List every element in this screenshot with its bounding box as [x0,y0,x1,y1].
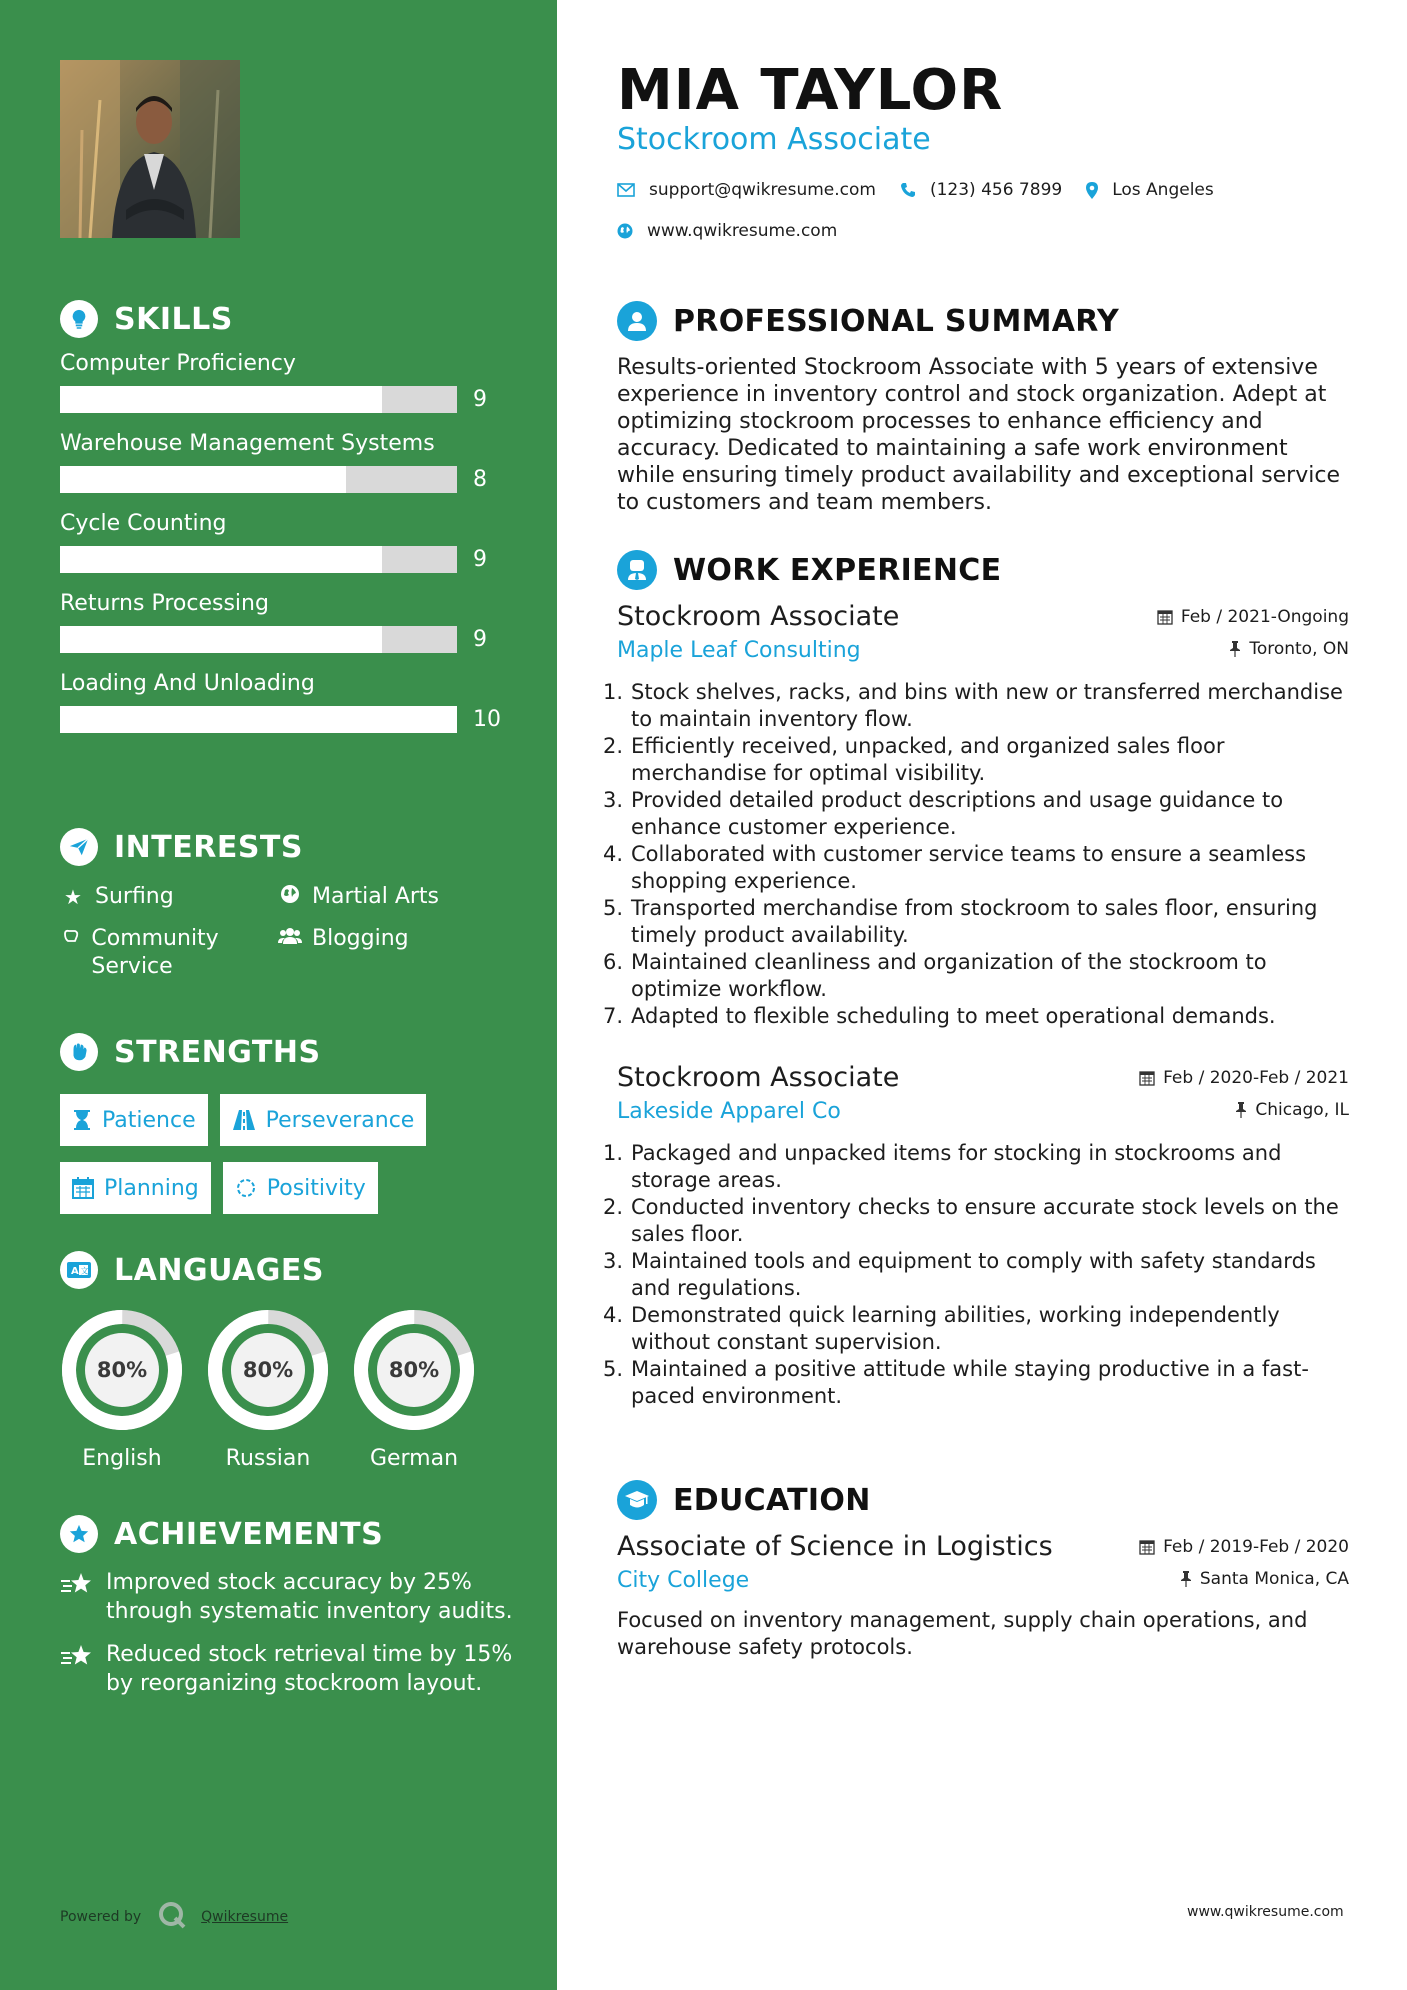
paper-plane-icon [60,828,98,866]
job-bullet [602,1356,1349,1410]
strength-chip [60,1094,208,1146]
bullet-number: 2. [602,1195,623,1219]
skill-bar-row [60,379,520,419]
job-location-text: Toronto, ON [1249,639,1349,659]
language-ring [206,1308,330,1432]
languages-title: LANGUAGES [114,1252,324,1288]
pushpin-icon [1229,641,1241,657]
languages-list [60,1308,520,1471]
globe-icon [617,223,633,239]
achievement-item [60,1640,520,1698]
job-bullets [602,679,1349,1030]
bullet-number: 5. [602,896,623,920]
bullet-number: 4. [602,1303,623,1327]
skill-name: Loading And Unloading [60,671,315,696]
lightbulb-icon [60,300,98,338]
job-location [1235,1100,1349,1120]
strength-chip [60,1162,211,1214]
job-bullet [602,1248,1349,1302]
strengths-list [60,1094,480,1214]
job-bullet [602,1302,1349,1356]
job-bullet [602,787,1349,841]
bullet-text: Transported merchandise from stockroom to sales floor, ensuring timely product availability. [631,896,1318,947]
globe-icon [277,883,303,911]
job-title: Stockroom Associate [617,601,900,632]
interests-list [60,883,520,981]
skill-bar-row [60,539,520,579]
job-bullet [602,1003,1349,1030]
bullet-number: 7. [602,1004,623,1028]
education-entry [617,1531,1349,1661]
hourglass-icon [72,1109,92,1131]
skill-value: 9 [473,386,487,412]
skill-value: 9 [473,626,487,652]
skill-bar-track [60,466,457,493]
graduation-cap-icon [617,1480,657,1520]
languages-section [60,1250,520,1471]
calendar-icon [72,1177,94,1199]
skill-bar-fill [60,546,382,573]
skill-bar-fill [60,706,457,733]
job-bullets [602,1140,1349,1410]
bullet-text: Provided detailed product descriptions and usage guidance to enhance customer experience. [631,788,1284,839]
job-bullet [602,895,1349,949]
skill-bar-track [60,546,457,573]
language-name: German [369,1446,459,1471]
job-bullet [602,841,1349,895]
interest-label: Surfing [95,884,174,909]
qwikresume-link[interactable]: Qwikresume [201,1909,289,1925]
footer-url[interactable]: www.qwikresume.com [1187,1904,1344,1920]
strengths-section [60,1032,520,1214]
pushpin-icon [1235,1102,1247,1118]
language-item [60,1308,184,1471]
contact-info [617,178,1349,260]
location-text: Los Angeles [1112,180,1214,200]
skill-bar-fill [60,466,346,493]
contact-website[interactable] [617,221,837,241]
skill-bar-track [60,386,457,413]
skills-list [60,349,520,739]
achievements-section [60,1514,520,1698]
star-icon: ★ [64,885,82,909]
skill-name: Returns Processing [60,591,269,616]
user-tie-icon [617,550,657,590]
skills-section [60,299,520,739]
job-title: Stockroom Associate [617,1062,900,1093]
calendar-icon [1139,1070,1155,1086]
language-percent: 80% [242,1358,294,1382]
interest-item [60,883,277,911]
shooting-star-icon [60,1568,94,1606]
language-item [206,1308,330,1471]
job-bullet [602,679,1349,733]
achievement-item [60,1568,520,1626]
strength-label: Patience [102,1107,196,1133]
skill-bar-fill [60,626,382,653]
bullet-number: 1. [602,680,623,704]
education-date-text: Feb / 2019-Feb / 2020 [1163,1537,1349,1557]
interest-item [60,925,277,981]
skill-bar-track [60,706,457,733]
bullet-number: 5. [602,1357,623,1381]
education-location-text: Santa Monica, CA [1199,1569,1349,1589]
skill-value: 10 [473,706,501,732]
language-percent: 80% [388,1358,440,1382]
education-description: Focused on inventory management, supply chain operations, and warehouse safety protocols. [617,1608,1308,1659]
interest-item [277,925,497,981]
jobs-list [602,601,1349,1410]
spinner-icon [235,1177,257,1199]
bullet-number: 3. [602,788,623,812]
experience-title: WORK EXPERIENCE [673,552,1002,588]
job-date [1139,1068,1349,1088]
bullet-text: Maintained cleanliness and organization of the stockroom to optimize workflow. [631,950,1267,1001]
road-icon [232,1110,256,1130]
job-company: Lakeside Apparel Co [617,1099,841,1124]
bullet-text: Conducted inventory checks to ensure accurate stock levels on the sales floor. [631,1195,1339,1246]
bullet-text: Maintained tools and equipment to comply with safety standards and regulations. [631,1249,1316,1300]
job-bullet [602,949,1349,1003]
degree-title: Associate of Science in Logistics [617,1531,1053,1562]
candidate-name: MIA TAYLOR [617,58,1004,123]
education-location [1180,1569,1349,1589]
skill-name: Warehouse Management Systems [60,431,435,456]
calendar-icon [1157,609,1173,625]
summary-title: PROFESSIONAL SUMMARY [673,303,1120,339]
interest-item [277,883,497,911]
skill-value: 8 [473,466,487,492]
skills-title: SKILLS [114,301,233,337]
job-company: Maple Leaf Consulting [617,638,861,663]
job-date [1157,607,1349,627]
education-section [617,1479,1349,1661]
bullet-number: 4. [602,842,623,866]
bullet-text: Maintained a positive attitude while staying productive in a fast-paced environment. [631,1357,1309,1408]
school-name: City College [617,1568,750,1593]
language-item [352,1308,476,1471]
bullet-text: Stock shelves, racks, and bins with new or transferred merchandise to maintain inventory flow. [631,680,1343,731]
skill-bar-row [60,619,520,659]
interest-label: Community Service [91,926,219,979]
star-badge-icon [60,1515,98,1553]
education-title: EDUCATION [673,1482,871,1518]
contact-email[interactable] [617,180,876,200]
strength-chip [223,1162,378,1214]
phone-icon [900,182,916,198]
education-date [1139,1537,1349,1557]
job-date-text: Feb / 2021-Ongoing [1180,607,1349,627]
skill-bar-row [60,459,520,499]
bullet-text: Collaborated with customer service teams to ensure a seamless shopping experience. [631,842,1307,893]
user-icon [617,301,657,341]
shooting-star-icon [60,1640,94,1678]
bullet-text: Demonstrated quick learning abilities, working independently without constant supervision. [631,1303,1280,1354]
profile-photo [60,60,240,238]
candidate-role: Stockroom Associate [617,122,931,157]
powered-by-text: Powered by [60,1909,142,1925]
language-icon [60,1251,98,1289]
skill-name: Computer Proficiency [60,351,296,376]
job-bullet [602,1194,1349,1248]
job-location [1229,639,1349,659]
phone-text: (123) 456 7899 [929,180,1063,200]
bullet-number: 3. [602,1249,623,1273]
bullet-number: 6. [602,950,623,974]
skill-bar-track [60,626,457,653]
calendar-icon [1139,1539,1155,1555]
hand-icon [60,925,82,953]
sidebar [0,0,557,1990]
interest-label: Martial Arts [312,884,440,909]
powered-by [60,1900,288,1934]
language-ring [352,1308,476,1432]
language-percent: 80% [96,1358,148,1382]
experience-section [602,549,1349,1410]
bullet-number: 2. [602,734,623,758]
email-text: support@qwikresume.com [649,180,876,200]
language-name: English [82,1446,162,1471]
interests-title: INTERESTS [114,829,303,865]
skill-name: Cycle Counting [60,511,227,536]
svg-text:文: 文 [80,1266,89,1276]
job-date-text: Feb / 2020-Feb / 2021 [1163,1068,1349,1088]
achievement-text: Improved stock accuracy by 25% through systematic inventory audits. [106,1570,513,1624]
skill-bar-row [60,699,520,739]
language-name: Russian [225,1446,311,1471]
interests-section [60,827,520,981]
contact-location [1086,180,1214,200]
achievements-list [60,1568,520,1698]
skill-bar-fill [60,386,382,413]
map-marker-icon [1086,182,1098,199]
language-ring [60,1308,184,1432]
achievements-title: ACHIEVEMENTS [114,1516,384,1552]
strength-chip [220,1094,427,1146]
website-text: www.qwikresume.com [647,221,838,241]
bullet-text: Adapted to flexible scheduling to meet operational demands. [631,1004,1276,1028]
strength-label: Positivity [266,1175,366,1201]
envelope-icon [617,183,635,197]
bullet-text: Efficiently received, unpacked, and organized sales floor merchandise for optimal visibility. [631,734,1225,785]
job-entry [602,1062,1349,1410]
summary-text: Results-oriented Stockroom Associate with 5 years of extensive experience in inventory control and stock organization. Adept at optimizing stockroom processes to enhance efficiency and accuracy. Dedicated to maintaining a safe work environment while ensuring timely product availability and exceptional service to customers and team members. [617,355,1340,515]
users-icon [277,925,303,953]
fist-icon [60,1033,98,1071]
interest-label: Blogging [312,926,409,951]
bullet-text: Packaged and unpacked items for stocking in stockrooms and storage areas. [631,1141,1282,1192]
strengths-title: STRENGTHS [114,1034,321,1070]
pushpin-icon [1180,1571,1192,1587]
svg-text:A: A [71,1266,79,1277]
contact-phone[interactable] [900,180,1062,200]
qwikresume-logo-icon [157,1900,187,1934]
job-location-text: Chicago, IL [1255,1100,1349,1120]
strength-label: Perseverance [265,1107,415,1133]
job-entry [602,601,1349,1030]
summary-section [617,300,1349,516]
achievement-text: Reduced stock retrieval time by 15% by reorganizing stockroom layout. [106,1642,513,1696]
bullet-number: 1. [602,1141,623,1165]
strength-label: Planning [104,1175,199,1201]
job-bullet [602,1140,1349,1194]
skill-value: 9 [473,546,487,572]
job-bullet [602,733,1349,787]
